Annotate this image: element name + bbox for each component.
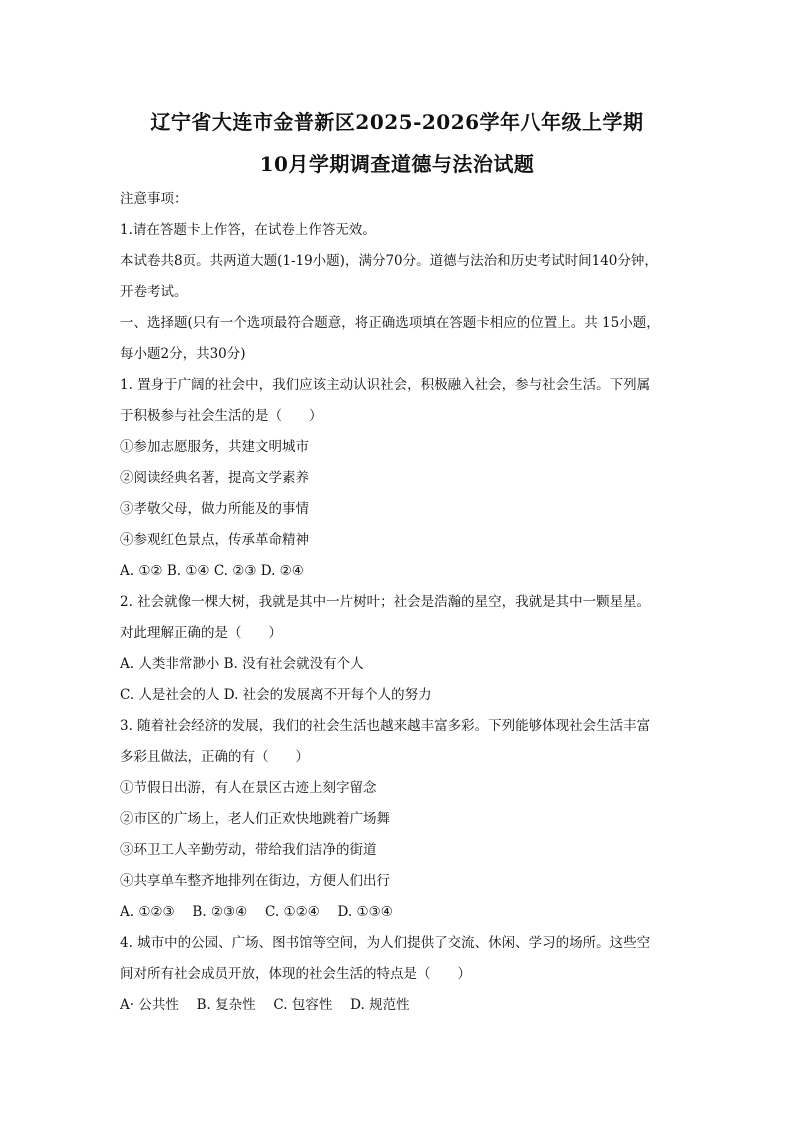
notice-info: 本试卷共8页。共两道大题(1-19小题)，满分70分。道德与法治和历史考试时间140分钟， bbox=[120, 253, 658, 269]
question-3-statement: ③环卫工人辛勤劳动，带给我们洁净的街道 bbox=[120, 842, 377, 858]
question-3-options: A. ①②③ B. ②③④ C. ①②④ D. ①③④ bbox=[120, 904, 393, 920]
section-heading: 一、选择题(只有一个选项最符合题意，将正确选项填在答题卡相应的位置上。共 15小题， bbox=[120, 315, 660, 331]
question-3-stem-cont: 多彩且做法，正确的有（ ） bbox=[120, 749, 309, 765]
question-4-stem-cont: 间对所有社会成员开放，体现的社会生活的特点是（ ） bbox=[120, 966, 471, 982]
section-heading-cont: 每小题2分，共30分) bbox=[120, 346, 246, 362]
question-1-stem: 1. 置身于广阔的社会中，我们应该主动认识社会，积极融入社会，参与社会生活。下列属 bbox=[120, 377, 651, 393]
question-3-statement: ①节假日出游，有人在景区古迹上刻字留念 bbox=[120, 780, 377, 796]
question-4-stem: 4. 城市中的公园、广场、图书馆等空间，为人们提供了交流、休闲、学习的场所。这些空 bbox=[120, 935, 651, 951]
notice-info-cont: 开卷考试。 bbox=[120, 284, 188, 300]
question-3-statement: ②市区的广场上，老人们正欢快地跳着广场舞 bbox=[120, 811, 390, 827]
exam-body bbox=[120, 184, 680, 1021]
question-1-statement: ①参加志愿服务，共建文明城市 bbox=[120, 439, 309, 455]
page-title-line-2: 10月学期调查道德与法治试题 bbox=[259, 152, 535, 176]
question-1-statement: ②阅读经典名著，提高文学素养 bbox=[120, 470, 309, 486]
notice-heading: 注意事项： bbox=[120, 191, 188, 207]
question-3-statement: ④共享单车整齐地排列在街边，方便人们出行 bbox=[120, 873, 390, 889]
question-1-statement: ③孝敬父母，做力所能及的事情 bbox=[120, 501, 309, 517]
question-1-stem-cont: 于积极参与社会生活的是（ ） bbox=[120, 408, 323, 424]
question-2-stem: 2. 社会就像一棵大树，我就是其中一片树叶；社会是浩瀚的星空，我就是其中一颗星星。 bbox=[120, 594, 651, 610]
question-1-statement: ④参观红色景点，传承革命精神 bbox=[120, 532, 309, 548]
question-2-options: A. 人类非常渺小 B. 没有社会就没有个人 bbox=[120, 656, 364, 672]
question-3-stem: 3. 随着社会经济的发展，我们的社会生活也越来越丰富多彩。下列能够体现社会生活丰富 bbox=[120, 718, 651, 734]
question-4-options: A· 公共性 B. 复杂性 C. 包容性 D. 规范性 bbox=[120, 997, 410, 1013]
question-1-options: A. ①② B. ①④ C. ②③ D. ②④ bbox=[120, 563, 304, 579]
question-2-stem-cont: 对此理解正确的是（ ） bbox=[120, 625, 282, 641]
question-2-options: C. 人是社会的人 D. 社会的发展离不开每个人的努力 bbox=[120, 687, 432, 703]
page-title-line-1: 辽宁省大连市金普新区2025-2026学年八年级上学期 bbox=[150, 110, 644, 134]
notice-item-1: 1.请在答题卡上作答，在试卷上作答无效。 bbox=[120, 222, 376, 238]
